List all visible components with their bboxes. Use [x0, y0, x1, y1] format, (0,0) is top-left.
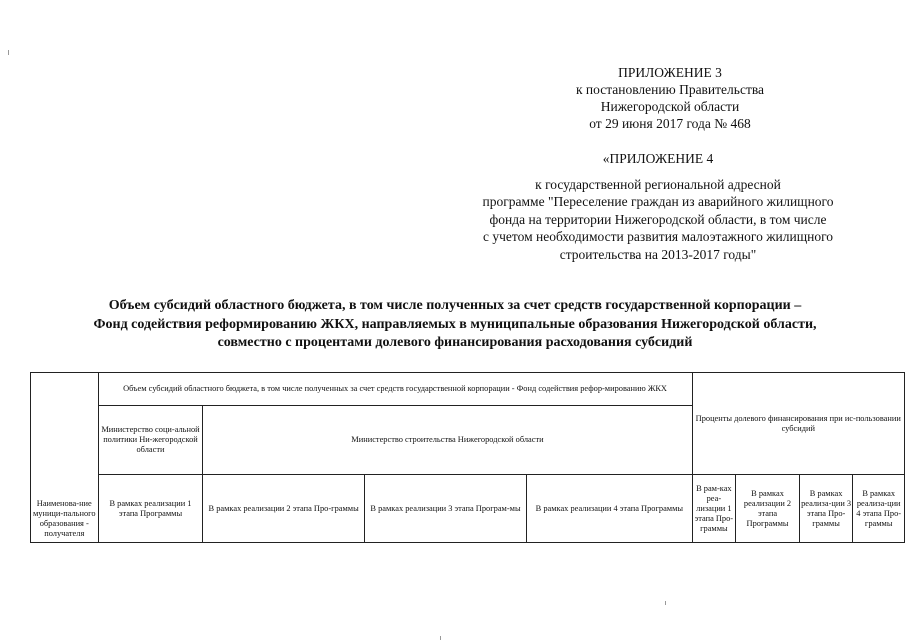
appendix-line: к постановлению Правительства [575, 82, 765, 97]
stage-column-header: В рамках реализации 2 этапа Про-граммы [203, 475, 364, 543]
appendix-title: ПРИЛОЖЕНИЕ 3 [618, 65, 722, 80]
program-appendix-title: «ПРИЛОЖЕНИЕ 4 [602, 151, 714, 166]
percent-column-header: В рамках реализа-ции 3 этапа Про-граммы [799, 475, 853, 543]
percent-column-header: В рам-ках реа-лизации 1 этапа Про-граммы [692, 475, 736, 543]
appendix-header [520, 64, 820, 132]
scan-mark [665, 601, 666, 605]
title-line: Фонд содействия реформированию ЖКХ, направляемых в муниципальные образования Нижегородской области, [93, 316, 817, 332]
percent-column-header: В рамках реализации 2 этапа Программы [736, 475, 800, 543]
program-appendix-line: строительства на 2013-2017 годы" [559, 246, 757, 262]
percent-column-header: В рамках реализа-ции 4 этапа Про-граммы [853, 475, 905, 543]
program-appendix-header [468, 150, 848, 263]
ministry-construction-header: Министерство строительства Нижегородской области [203, 406, 692, 475]
title-line: совместно с процентами долевого финансирования расходования субсидий [217, 335, 693, 350]
title-line: Объем субсидий областного бюджета, в том числе полученных за счет средств государственной корпорации – [108, 298, 802, 313]
stage-column-header: В рамках реализации 3 этапа Програм-мы [364, 475, 526, 543]
program-appendix-line: с учетом необходимости развития малоэтажного жилищного [482, 229, 834, 244]
subsidy-volume-header: Объем субсидий областного бюджета, в том числе полученных за счет средств государственной корпорации - Фонд содействия рефор-мированию ЖКХ [98, 373, 692, 406]
program-appendix-line: к государственной региональной адресной [535, 176, 781, 192]
cofinancing-percent-header: Проценты долевого финансирования при ис-пользовании субсидий [692, 373, 905, 475]
ministry-social-header: Министерство соци-альной политики Ни-жегородской области [98, 406, 203, 475]
appendix-date: от 29 июня 2017 года № 468 [589, 116, 751, 131]
scan-mark [440, 636, 441, 640]
program-appendix-line: программе "Переселение граждан из аварийного жилищного [482, 194, 834, 209]
scan-mark [8, 50, 9, 55]
stage-column-header: В рамках реализации 1 этапа Программы [98, 475, 203, 543]
appendix-line: Нижегородской области [600, 99, 740, 114]
subsidy-table [30, 372, 905, 543]
recipient-header: Наименова-ние муници-пального образования - получателя [31, 373, 99, 543]
stage-column-header: В рамках реализации 4 этапа Программы [527, 475, 692, 543]
program-appendix-line: фонда на территории Нижегородской области, в том числе [489, 211, 827, 227]
document-title [60, 297, 850, 353]
